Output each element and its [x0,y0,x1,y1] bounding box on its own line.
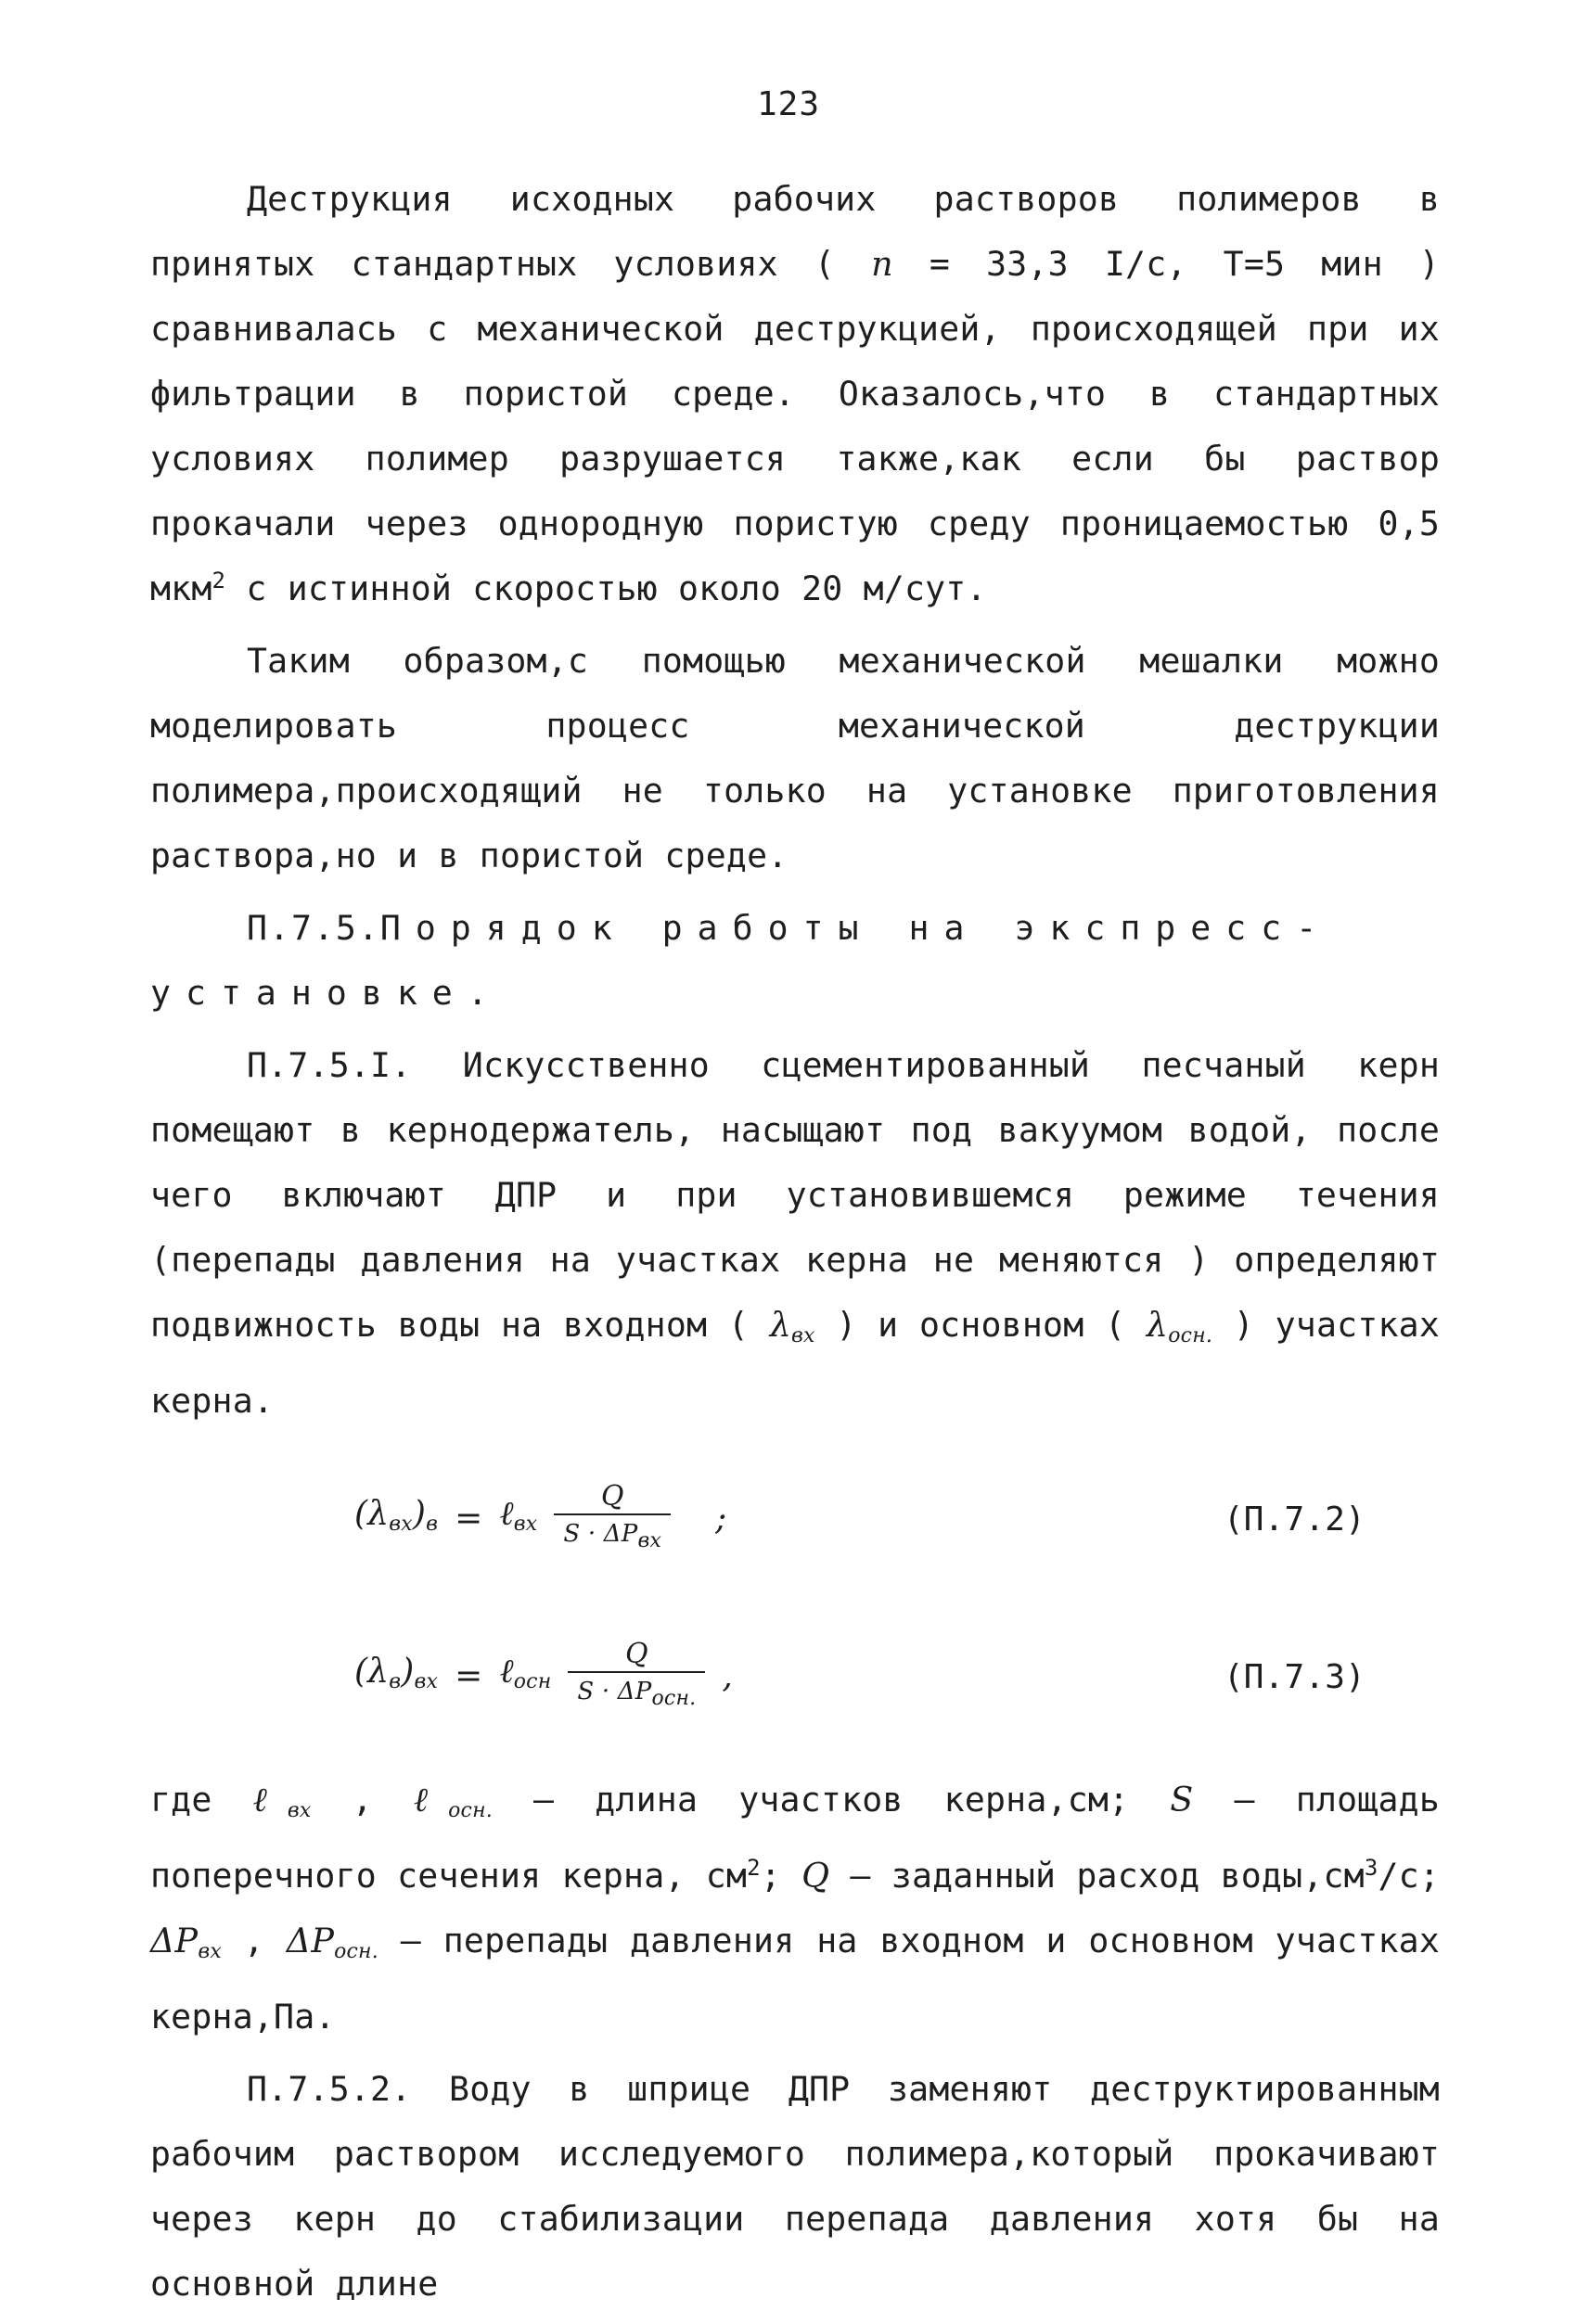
formula-lhs: $(\lambda_в)_{вх}$ [354,1652,439,1693]
formula-p-7-3 [150,1610,1440,1749]
heading-text: Порядок работы на экспресс-установке. [150,908,1332,1013]
p1-text-1: Деструкция исходных рабочих растворов полимеров в принятых стандартных условиях ( [150,179,1440,284]
equation-number: (П.7.3) [1223,1658,1365,1696]
equation-number: (П.7.2) [1223,1500,1365,1539]
formula-punctuation: , [722,1657,733,1695]
fraction [554,1480,671,1558]
paragraph-variable-definitions: где ℓ$_{вх}$ , ℓ$_{осн.}$ – длина участков керна,см; S – площадь поперечного сечения керна, $см^2$; Q – заданный расход $воды,см^3/с$; $\Delta P_{вх}$ , $\Delta P_{осн.}$ – перепады давления на входном и основном участках керна,Па. [150,1780,1441,2037]
formula-p-7-2 [150,1452,1440,1591]
fraction [568,1638,705,1716]
fraction-denominator: $S \cdot \Delta P_{осн.}$ [568,1671,705,1716]
p4-text-1: где [150,1780,253,1820]
equals-sign: = [455,1500,483,1538]
formula-punctuation: ; [715,1500,727,1538]
symbol-lambda-vx: λ [769,1305,792,1345]
p1-text-2: = 33,3 I/c, T=5 мин ) сравнивалась с механической деструкцией, происходящей при их фильтрации в пористой среде. Оказалось,что в стандартных условиях полимер разрушается также,как если бы раствор прокачали через однородную пористую среду проницаемостью 0,5 мкм [150,244,1440,608]
formula-lhs: $(\lambda_{вх})_в$ [354,1494,439,1536]
p3-text-3: ) участках керна. [150,1305,1440,1421]
page-number: 123 [756,85,821,123]
symbol-lambda-osn: λ [1146,1305,1169,1345]
p3-text-1: П.7.5.I. Искусственно сцементированный песчаный керн помещают в кернодержатель, насыщают под вакуумом водой, после чего включают ДПР и при установившемся режиме течения (перепады давления на участках керна не меняются ) определяют подвижность воды на входном ( [150,1045,1440,1345]
fraction-numerator: Q [600,1480,624,1513]
paragraph-step-7-5-1 [150,1033,1440,1434]
equals-sign: = [455,1657,483,1695]
heading-number: П.7.5. [247,908,380,948]
formula-expression [354,1480,726,1558]
superscript-2: 2 [212,567,226,594]
length-term: ℓ$_{осн}$ [499,1652,552,1693]
length-term: ℓ$_{вх}$ [499,1494,538,1536]
subscript-vx: вх [791,1324,815,1347]
formula-expression [354,1638,733,1716]
fraction-denominator: $S \cdot \Delta P_{вх}$ [554,1513,671,1558]
paragraph-destruction-intro [150,167,1440,621]
page-body [150,167,1440,2324]
subscript-osn: осн. [1168,1324,1213,1347]
symbol-n: n [871,244,893,284]
fraction-numerator: Q [624,1638,648,1670]
paragraph-step-7-5-2: П.7.5.2. Воду в шприце ДПР заменяют деструктированным рабочим раствором исследуемого полимера,который прокачивают через керн до стабилизации перепада давления хотя бы на основной длине [150,2069,1440,2304]
paragraph-mixer-modeling: Таким образом,с помощью механической мешалки можно моделировать процесс механической деструкции полимера,происходящий не только на установке приготовления раствора,но и в пористой среде. [150,641,1440,875]
p1-text-3: с истинной скоростью около 20 м/сут. [225,568,987,608]
p3-text-2: ) и основном ( [814,1305,1147,1345]
section-heading [150,896,1440,1026]
